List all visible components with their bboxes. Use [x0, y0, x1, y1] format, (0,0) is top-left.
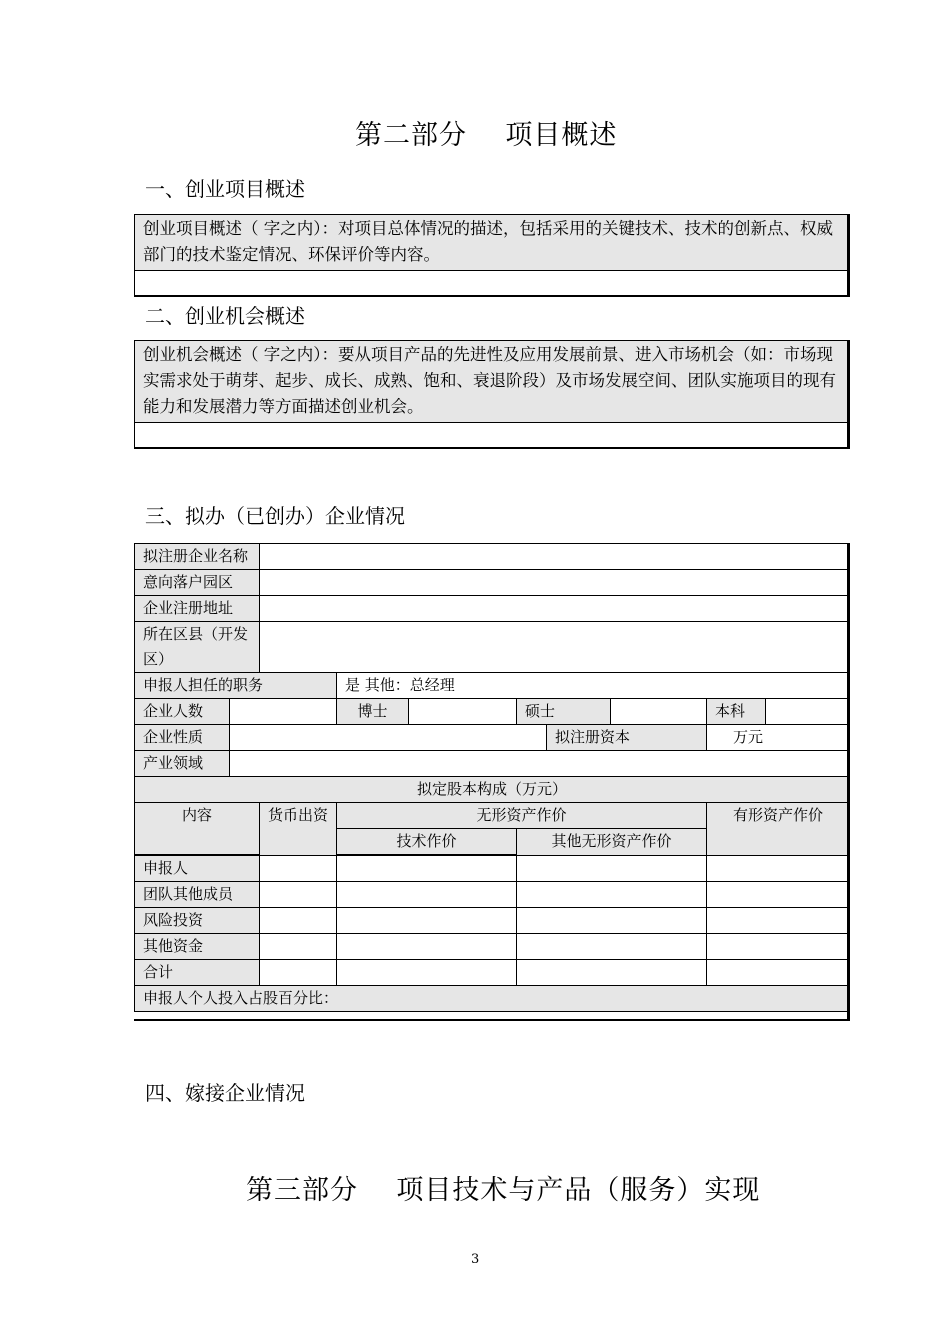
master-label: 硕士 — [517, 699, 611, 725]
row-label: 其他资金 — [135, 934, 260, 960]
staff-field[interactable] — [230, 699, 337, 725]
tangible-cell[interactable] — [707, 855, 850, 882]
ownership-percentage-field[interactable]: 申报人个人投入占股百分比： — [135, 986, 850, 1012]
section2-input-area[interactable] — [135, 423, 847, 447]
phd-label: 博士 — [337, 699, 409, 725]
equity-row — [135, 882, 850, 908]
cash-cell[interactable] — [260, 934, 337, 960]
row-label: 风险投资 — [135, 908, 260, 934]
other-intangible-cell[interactable] — [517, 855, 707, 882]
tangible-cell[interactable] — [707, 908, 850, 934]
section3-heading: 三、拟办（已创办）企业情况 — [145, 504, 405, 528]
equity-row — [135, 855, 850, 882]
section1-heading: 一、创业项目概述 — [145, 177, 305, 201]
col-cash: 货币出资 — [260, 803, 337, 856]
bachelor-label: 本科 — [707, 699, 766, 725]
tech-cell[interactable] — [337, 960, 517, 986]
part3-title: 第三部分 项目技术与产品（服务）实现 — [246, 1175, 761, 1206]
equity-title: 拟定股本构成（万元） — [135, 777, 850, 803]
section1-input-area[interactable] — [135, 271, 847, 295]
section2-heading: 二、创业机会概述 — [145, 304, 305, 328]
cash-cell[interactable] — [260, 855, 337, 882]
address-field[interactable] — [260, 596, 850, 622]
tangible-cell[interactable] — [707, 882, 850, 908]
col-content: 内容 — [135, 803, 260, 856]
col-other-intangible: 其他无形资产作价 — [517, 829, 707, 856]
section4-heading: 四、嫁接企业情况 — [145, 1081, 305, 1105]
position-label: 申报人担任的职务 — [135, 673, 337, 699]
other-intangible-cell[interactable] — [517, 882, 707, 908]
section2-box — [134, 340, 850, 449]
park-label: 意向落户园区 — [135, 570, 260, 596]
tech-cell[interactable] — [337, 855, 517, 882]
cash-cell[interactable] — [260, 908, 337, 934]
tangible-cell[interactable] — [707, 934, 850, 960]
section1-description: 创业项目概述（ 字之内）：对项目总体情况的描述，包括采用的关键技术、技术的创新点、权威部门的技术鉴定情况、环保评价等内容。 — [135, 215, 847, 271]
district-field[interactable] — [260, 622, 850, 673]
phd-field[interactable] — [409, 699, 517, 725]
equity-row — [135, 960, 850, 986]
staff-label: 企业人数 — [135, 699, 230, 725]
capital-label: 拟注册资本 — [547, 725, 707, 751]
industry-label: 产业领域 — [135, 751, 230, 777]
address-label: 企业注册地址 — [135, 596, 260, 622]
section2-description: 创业机会概述（ 字之内）：要从项目产品的先进性及应用发展前景、进入市场机会（如：市场现实需求处于萌芽、起步、成长、成熟、饱和、衰退阶段）及市场发展空间、团队实施项目的现有能力和发展潜力等方面描述创业机会。 — [135, 341, 847, 423]
park-field[interactable] — [260, 570, 850, 596]
bachelor-field[interactable] — [766, 699, 850, 725]
other-intangible-cell[interactable] — [517, 960, 707, 986]
section1-box — [134, 214, 850, 297]
cash-cell[interactable] — [260, 960, 337, 986]
tangible-cell[interactable] — [707, 960, 850, 986]
district-label: 所在区县（开发区） — [135, 622, 260, 673]
row-label: 合计 — [135, 960, 260, 986]
row-label: 申报人 — [135, 855, 260, 882]
page-number: 3 — [471, 1252, 480, 1267]
position-field[interactable]: 是 其他：总经理 — [337, 673, 850, 699]
tech-cell[interactable] — [337, 882, 517, 908]
col-tangible: 有形资产作价 — [707, 803, 850, 856]
other-intangible-cell[interactable] — [517, 908, 707, 934]
tech-cell[interactable] — [337, 934, 517, 960]
master-field[interactable] — [611, 699, 707, 725]
tech-cell[interactable] — [337, 908, 517, 934]
row-label: 团队其他成员 — [135, 882, 260, 908]
capital-field[interactable]: 万元 — [707, 725, 850, 751]
equity-row — [135, 934, 850, 960]
col-intangible: 无形资产作价 — [337, 803, 707, 829]
company-name-field[interactable] — [260, 544, 850, 570]
company-name-label: 拟注册企业名称 — [135, 544, 260, 570]
nature-field[interactable] — [230, 725, 547, 751]
enterprise-table — [134, 543, 850, 1012]
industry-field[interactable] — [230, 751, 850, 777]
other-intangible-cell[interactable] — [517, 934, 707, 960]
equity-row — [135, 908, 850, 934]
part2-title: 第二部分 项目概述 — [355, 120, 618, 151]
nature-label: 企业性质 — [135, 725, 230, 751]
cash-cell[interactable] — [260, 882, 337, 908]
col-tech: 技术作价 — [337, 829, 517, 856]
